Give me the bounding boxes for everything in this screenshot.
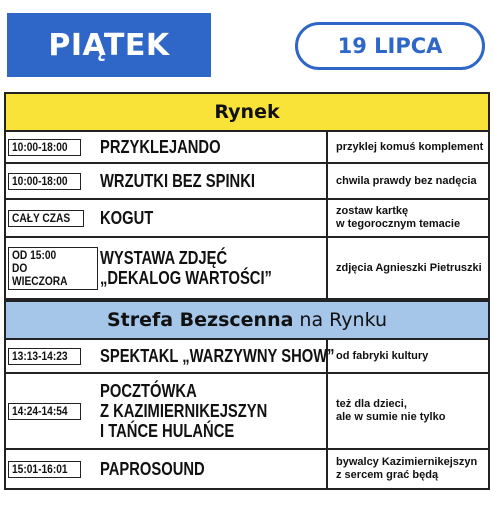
date-badge: 19 LIPCA bbox=[295, 22, 485, 70]
table-row bbox=[6, 164, 488, 200]
section-header-strefa bbox=[6, 300, 488, 340]
event-title: WYSTAWA ZDJĘĆ „DEKALOG WARTOŚCI” bbox=[98, 238, 328, 298]
day-label: PIĄTEK bbox=[7, 13, 211, 77]
table-row bbox=[6, 200, 488, 238]
event-title: WRZUTKI BEZ SPINKI bbox=[98, 164, 328, 198]
event-title: POCZTÓWKA Z KAZIMIERNIKEJSZYN I TAŃCE HULAŃCE bbox=[98, 374, 328, 448]
event-time: OD 15:00 DO WIECZORA bbox=[8, 247, 98, 290]
section-title: Strefa Bezscenna bbox=[106, 309, 294, 331]
table-row bbox=[6, 450, 488, 488]
table-row bbox=[6, 374, 488, 450]
event-note: bywalcy Kazimiernikejszyn z sercem grać będą bbox=[336, 456, 478, 481]
event-time: 14:24-14:54 bbox=[8, 403, 81, 420]
event-title: KOGUT bbox=[98, 200, 328, 236]
event-note: zdjęcia Agnieszki Pietruszki bbox=[336, 261, 482, 274]
event-time: 13:13-14:23 bbox=[8, 348, 81, 365]
event-time: 10:00-18:00 bbox=[8, 173, 81, 190]
event-note: chwila prawdy bez nadęcia bbox=[336, 174, 477, 187]
event-title: PRZYKLEJANDO bbox=[98, 132, 328, 162]
event-title: PAPROSOUND bbox=[98, 450, 328, 488]
schedule-table bbox=[4, 92, 490, 490]
section-subtitle: na Rynku bbox=[299, 309, 388, 331]
event-note: od fabryki kultury bbox=[336, 349, 429, 362]
table-row bbox=[6, 238, 488, 300]
table-row bbox=[6, 340, 488, 374]
event-time: CAŁY CZAS bbox=[8, 210, 84, 227]
event-note: też dla dzieci, ale w sumie nie tylko bbox=[336, 398, 446, 423]
event-note: przyklej komuś komplement bbox=[336, 140, 484, 153]
table-row bbox=[6, 132, 488, 164]
event-time: 10:00-18:00 bbox=[8, 139, 81, 156]
event-title: SPEKTAKL „WARZYWNY SHOW” bbox=[98, 340, 328, 372]
section-header-rynek bbox=[6, 94, 488, 132]
event-note: zostaw kartkę w tegorocznym temacie bbox=[336, 205, 461, 230]
event-time: 15:01-16:01 bbox=[8, 461, 81, 478]
section-title: Rynek bbox=[214, 101, 280, 123]
